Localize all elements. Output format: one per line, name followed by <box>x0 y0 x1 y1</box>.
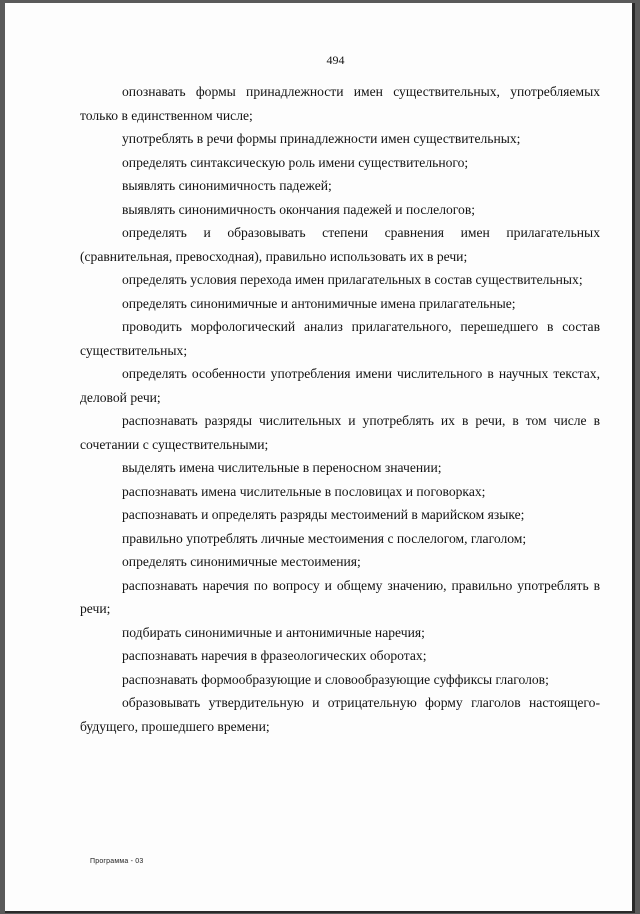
paragraph: распознавать наречия в фразеологических оборотах; <box>122 648 427 663</box>
paragraph: распознавать разряды числительных и употреблять их в речи, в том числе в сочетании с существительными; <box>80 413 600 452</box>
page-number: 494 <box>326 53 345 67</box>
paragraph: распознавать формообразующие и словообразующие суффиксы глаголов; <box>122 671 549 687</box>
paragraph: распознавать имена числительные в пословицах и поговорках; <box>122 483 486 499</box>
paragraph: выявлять синонимичность падежей; <box>122 178 332 193</box>
paragraph: определять синонимичные местоимения; <box>122 554 361 569</box>
paragraph: определять особенности употребления имени числительного в научных текстах, деловой речи; <box>80 366 600 405</box>
paragraph: определять условия перехода имен прилагательных в состав существительных; <box>122 272 583 287</box>
paragraph: выявлять синонимичность окончания падежей и послелогов; <box>122 201 476 217</box>
paragraph: определять синонимичные и антонимичные имена прилагательные; <box>122 295 516 311</box>
document-body <box>80 80 600 738</box>
paragraph: употреблять в речи формы принадлежности имен существительных; <box>122 131 521 146</box>
paragraph: правильно употреблять личные местоимения с послелогом, глаголом; <box>122 530 527 546</box>
paragraph: подбирать синонимичные и антонимичные наречия; <box>122 624 425 640</box>
footer-text: Программа - 03 <box>90 858 144 865</box>
paragraph: распознавать наречия по вопросу и общему значению, правильно употреблять в речи; <box>80 577 600 616</box>
document-page <box>5 3 635 913</box>
paragraph: определять синтаксическую роль имени существительного; <box>122 154 469 170</box>
paragraph: выделять имена числительные в переносном значении; <box>122 460 442 475</box>
paragraph: опознавать формы принадлежности имен существительных, употребляемых только в единственном числе; <box>80 84 600 123</box>
paragraph: проводить морфологический анализ прилагательного, перешедшего в состав существительных; <box>80 319 600 358</box>
paragraph: распознавать и определять разряды местоимений в марийском языке; <box>122 507 525 522</box>
paragraph: образовывать утвердительную и отрицательную форму глаголов настоящего-будущего, прошедшего времени; <box>80 695 600 734</box>
paragraph: определять и образовывать степени сравнения имен прилагательных (сравнительная, превосходная), правильно использовать их в речи; <box>80 225 600 264</box>
